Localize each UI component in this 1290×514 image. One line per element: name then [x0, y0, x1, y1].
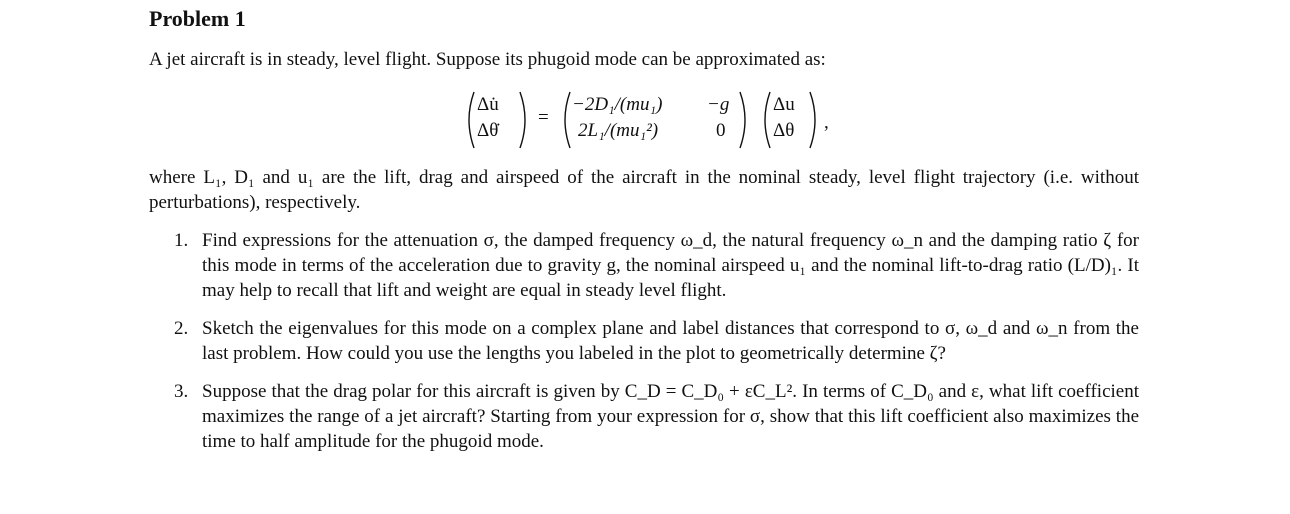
equation-trailing-comma: ,: [824, 112, 829, 133]
question-item: [174, 379, 1139, 454]
matrix-m11: −2D₁/(mu₁): [572, 94, 663, 115]
rhs-bottom: Δθ: [773, 120, 795, 141]
question-text: Suppose that the drag polar for this aircraft is given by C_D = C_D₀ + εC_L². In terms of C_D₀ and ε, what lift coefficient maximizes the range of a jet aircraft? Starting from your expression for σ, show that this lift coefficient also maximizes the time to half amplitude for the phugoid mode.: [202, 381, 1139, 452]
lhs-left-paren: [462, 90, 476, 150]
rhs-right-paren: [808, 90, 822, 150]
question-text: Sketch the eigenvalues for this mode on a complex plane and label distances that correspond to σ, ω_d and ω_n from the last problem. How could you use the lengths you labeled in the plot to geometrically determine ζ?: [202, 318, 1139, 364]
question-number: 1.: [174, 230, 189, 251]
problem-title: Problem 1: [149, 6, 246, 31]
question-number: 2.: [174, 318, 189, 339]
matrix-m22: 0: [716, 120, 726, 141]
question-item: [174, 228, 1139, 303]
rhs-left-paren: [758, 90, 772, 150]
matrix-left-paren: [558, 90, 572, 150]
matrix-m12: −g: [707, 94, 730, 115]
intro-paragraph: A jet aircraft is in steady, level flight. Suppose its phugoid mode can be approximated as:: [149, 49, 826, 70]
question-number: 3.: [174, 381, 189, 402]
lhs-bottom: Δθ̇: [477, 120, 499, 141]
equals-sign: =: [538, 107, 549, 128]
where-paragraph: where L₁, D₁ and u₁ are the lift, drag and airspeed of the aircraft in the nominal steady, level flight trajectory (i.e. without perturbations), respectively.: [149, 167, 1139, 213]
matrix-m21: 2L₁/(mu₁²): [578, 120, 659, 141]
question-text: Find expressions for the attenuation σ, the damped frequency ω_d, the natural frequency ω_n and the damping ratio ζ for this mode in terms of the acceleration due to gravity g, the nominal airspeed u₁ and the nominal lift-to-drag ratio (L/D)₁. It may help to recall that lift and weight are equal in steady level flight.: [202, 230, 1139, 301]
matrix-right-paren: [738, 90, 752, 150]
question-item: [174, 316, 1139, 366]
question-list: [174, 228, 1139, 454]
lhs-top: Δu̇: [477, 94, 499, 115]
lhs-right-paren: [518, 90, 532, 150]
rhs-top: Δu: [773, 94, 795, 115]
